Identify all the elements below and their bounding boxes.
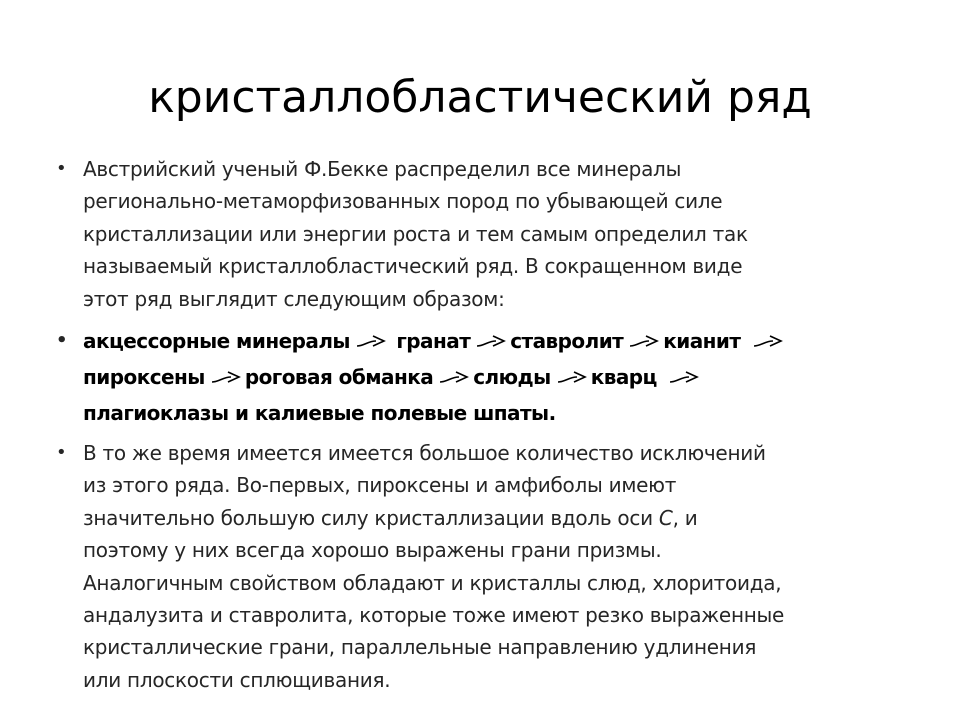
arrow-right-icon: [209, 368, 243, 386]
bullet-paragraph-1: [56, 153, 916, 315]
mineral-term: кианит: [663, 329, 741, 354]
arrow-right-icon: [627, 332, 661, 350]
arrow-right-icon: [437, 368, 471, 386]
bullet-paragraph-2: [56, 437, 916, 696]
mineral-term: роговая обманка: [244, 365, 434, 390]
arrow-right-icon: [474, 332, 508, 350]
arrow-right-icon: [667, 368, 701, 386]
arrow-right-icon: [354, 332, 388, 350]
series-line: [83, 359, 916, 395]
slide-title: кристаллобластический ряд: [148, 72, 812, 123]
mineral-term: слюды: [473, 365, 551, 390]
text-line: из этого ряда. Во-первых, пироксены и амфиболы имеют: [83, 473, 677, 498]
arrow-right-icon: [555, 368, 589, 386]
bullet-icon: •: [56, 442, 67, 464]
text-line: поэтому у них всегда хорошо выражены грани призмы.: [83, 538, 662, 563]
mineral-term: гранат: [396, 329, 471, 354]
mineral-term: акцессорные минералы: [83, 329, 350, 354]
text-segment: , и: [672, 505, 698, 530]
text-line: Австрийский ученый Ф.Бекке распределил все минералы: [83, 157, 682, 181]
bullet-icon: •: [56, 330, 67, 352]
text-line: кристаллизации или энергии роста и тем самым определил так: [83, 221, 748, 246]
text-line: кристаллические грани, параллельные направлению удлинения: [83, 635, 757, 660]
mineral-term: плагиоклазы и калиевые полевые шпаты.: [83, 401, 556, 426]
text-line: андалузита и ставролита, которые тоже имеют резко выраженные: [83, 603, 785, 628]
text-line: называемый кристаллобластический ряд. В сокращенном виде: [83, 254, 743, 279]
text-segment: значительно большую силу кристаллизации вдоль оси: [83, 505, 659, 530]
slide-content: [56, 153, 916, 696]
text-line: Аналогичным свойством обладают и кристаллы слюд, хлоритоида,: [83, 570, 782, 595]
text-line: или плоскости сплющивания.: [83, 667, 391, 692]
series-line: [83, 323, 916, 359]
mineral-term: ставролит: [510, 329, 624, 354]
text-line: регионально-метаморфизованных пород по убывающей силе: [83, 189, 723, 214]
series-line: [83, 395, 916, 431]
mineral-term: пироксены: [83, 365, 205, 390]
text-line: [83, 502, 916, 534]
arrow-right-icon: [751, 332, 785, 350]
text-line: этот ряд выглядит следующим образом:: [83, 286, 505, 311]
mineral-term: кварц: [590, 365, 657, 390]
bullet-icon: •: [56, 158, 67, 179]
axis-letter: С: [658, 505, 673, 530]
text-line: В то же время имеется имеется большое количество исключений: [83, 441, 766, 466]
bullet-crystalloblastic-series: [56, 323, 916, 431]
